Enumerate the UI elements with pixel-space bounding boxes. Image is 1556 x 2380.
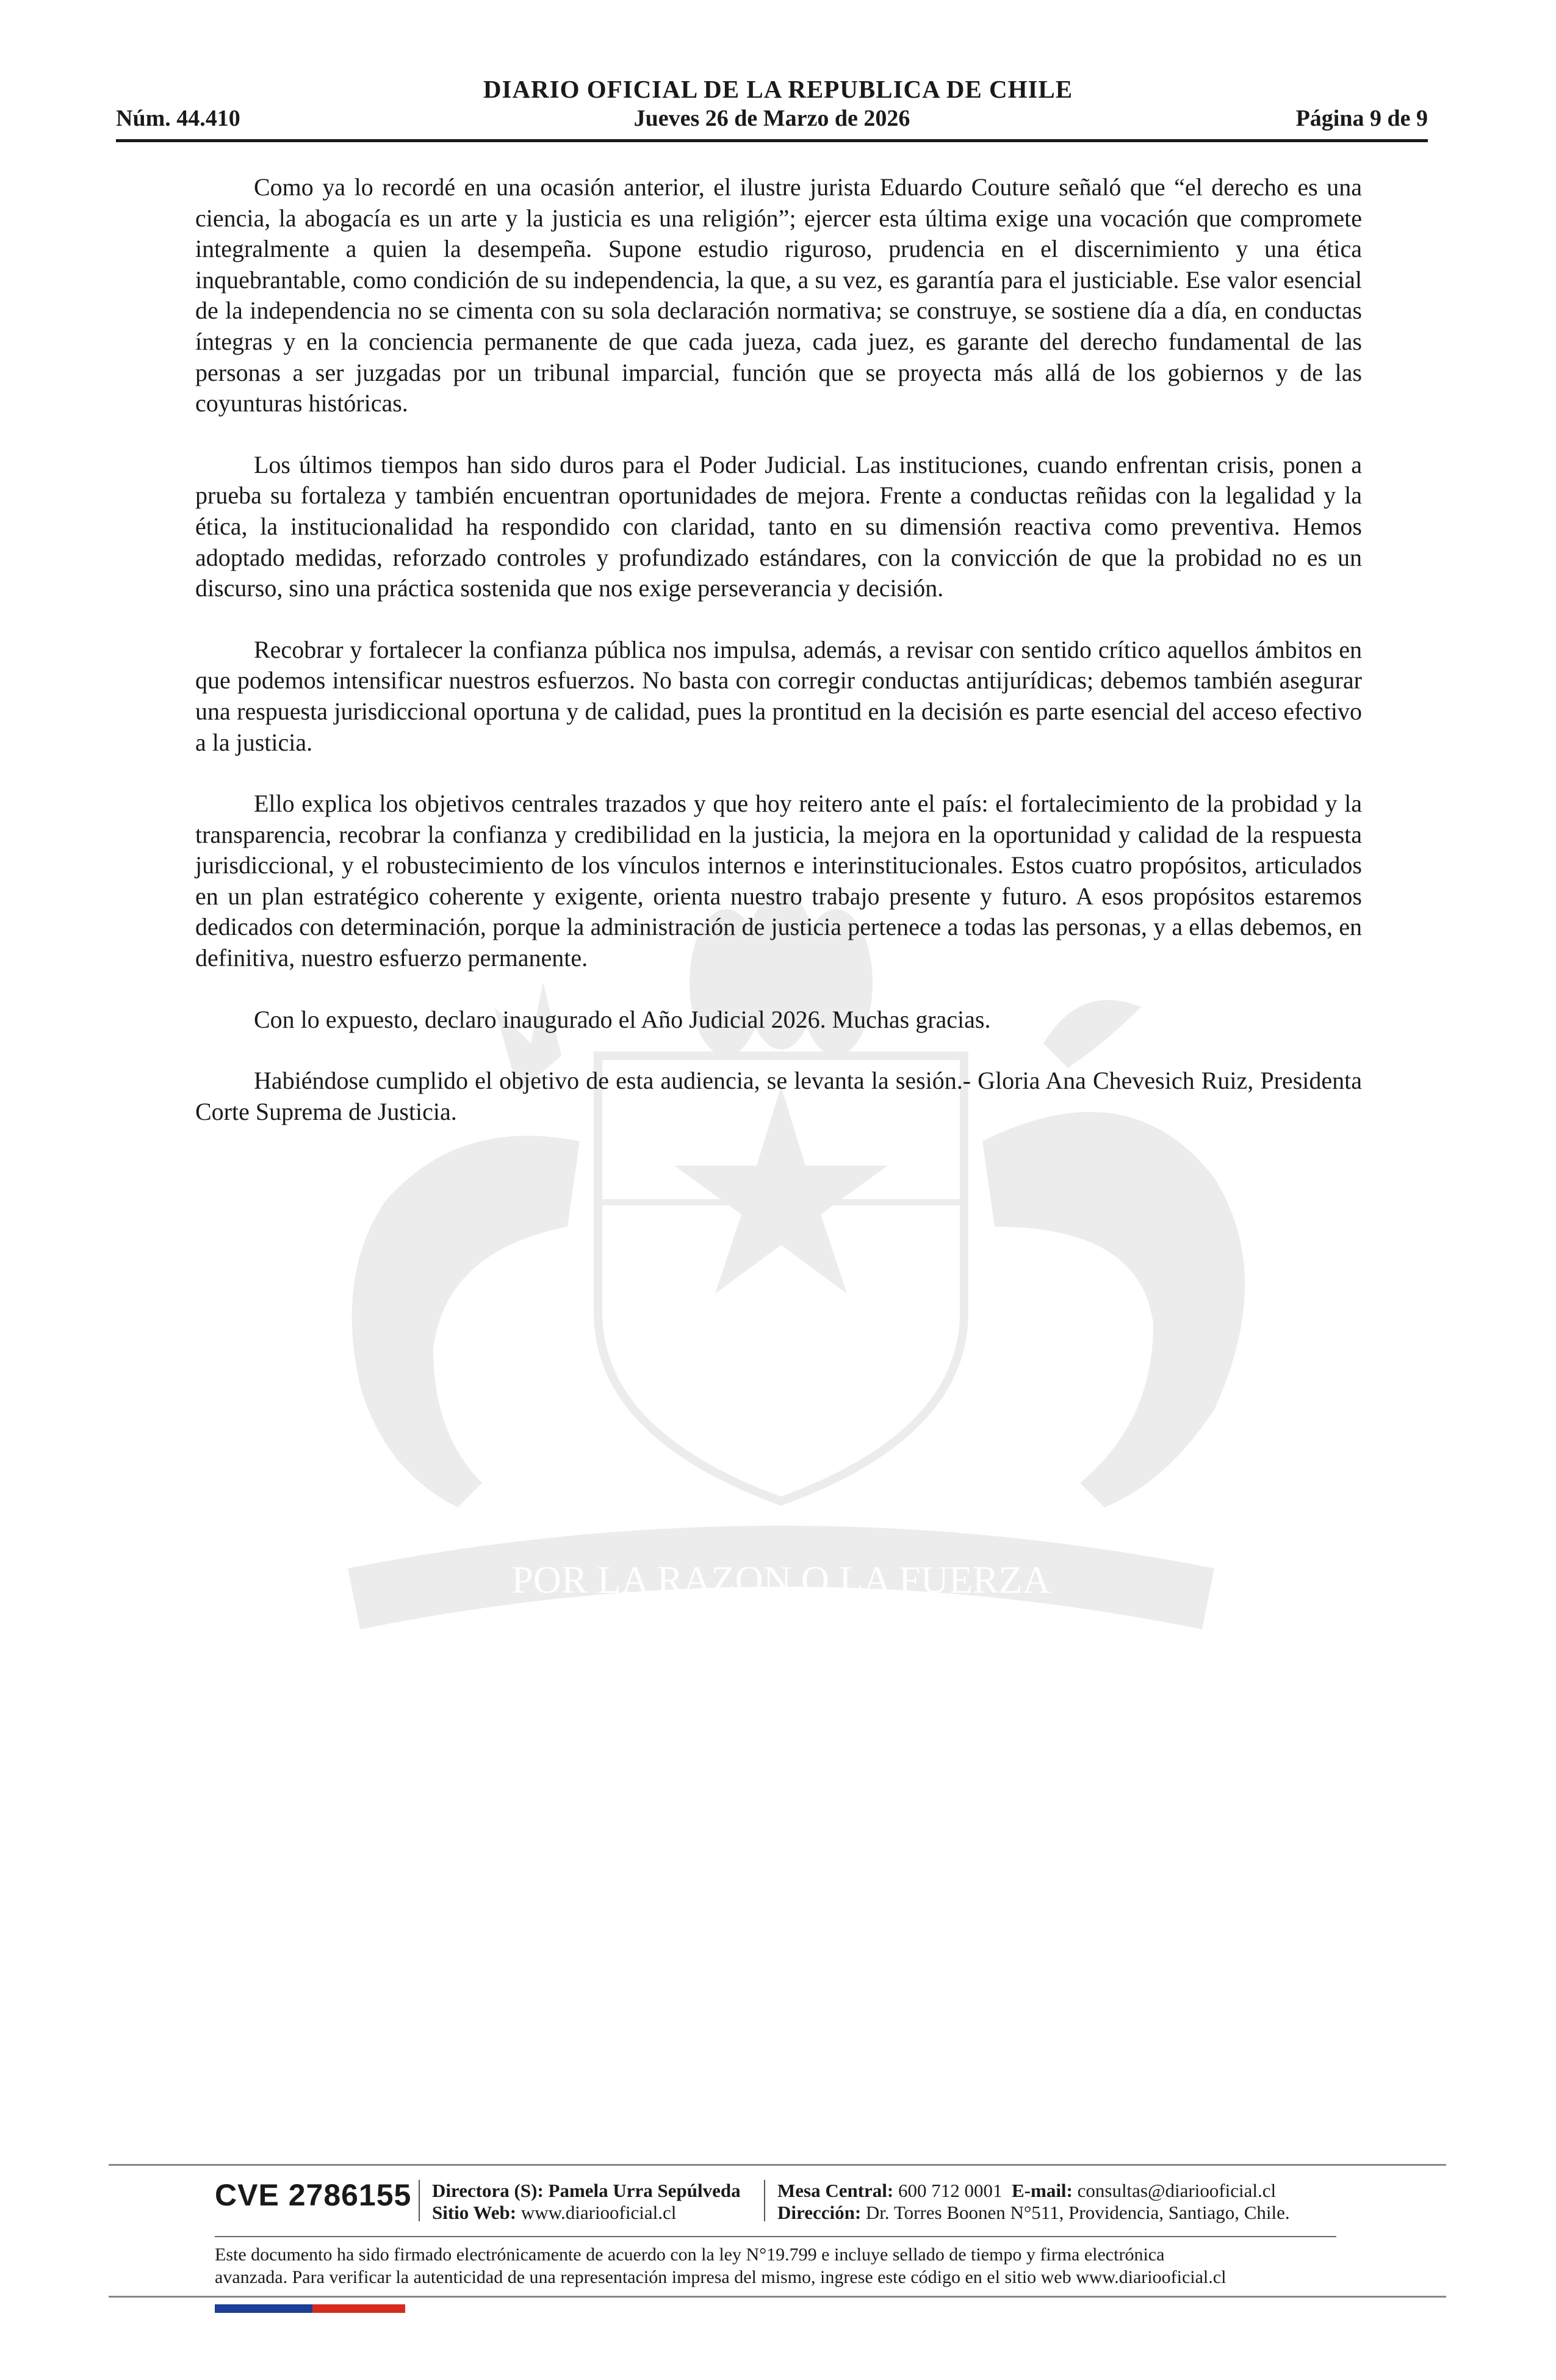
document-body bbox=[195, 172, 1362, 1158]
address-label: Dirección: bbox=[777, 2202, 862, 2223]
footer-contact-block bbox=[777, 2180, 1290, 2224]
website-link[interactable]: www.diariooficial.cl bbox=[520, 2202, 677, 2223]
motto-text: POR LA RAZON O LA FUERZA bbox=[511, 1558, 1051, 1601]
footer-separator bbox=[419, 2180, 420, 2221]
issue-number: Núm. 44.410 bbox=[116, 106, 240, 131]
director-name: Pamela Urra Sepúlveda bbox=[548, 2180, 741, 2201]
issue-date: Jueves 26 de Marzo de 2026 bbox=[633, 106, 910, 131]
phone-label: Mesa Central: bbox=[777, 2180, 894, 2201]
legal-line: avanzada. Para verificar la autenticidad de una representación impresa del mismo, ingrese este código en el sitio web www.diariooficial.cl bbox=[215, 2267, 1226, 2287]
header-row bbox=[116, 105, 1428, 135]
paragraph: Como ya lo recordé en una ocasión anterior, el ilustre jurista Eduardo Couture señaló que “el derecho es una ciencia, la abogacía es un arte y la justicia es una religión”; ejercer esta última exige una vocación que compromete integralmente a quien la desempeña. Supone estudio riguroso, prudencia en el discernimiento y una ética inquebrantable, como condición de su independencia, la que, a su vez, es garantía para el justiciable. Ese valor esencial de la independencia no se cimenta con su sola declaración normativa; se construye, se sostiene día a día, en conductas íntegras y en la conciencia permanente de que cada jueza, cada juez, es garante del derecho fundamental de las personas a ser juzgadas por un tribunal imparcial, función que se proyecta más allá de los gobiernos y de las coyunturas históricas. bbox=[195, 173, 1362, 417]
paragraph: Habiéndose cumplido el objetivo de esta audiencia, se levanta la sesión.- Gloria Ana Chevesich Ruiz, Presidenta Corte Suprema de Justicia. bbox=[195, 1067, 1362, 1125]
legal-line: Este documento ha sido firmado electrónicamente de acuerdo con la ley N°19.799 e incluye sellado de tiempo y firma electrónica bbox=[215, 2245, 1165, 2265]
footer-divider-bottom bbox=[109, 2296, 1446, 2298]
phone-number: 600 712 0001 bbox=[898, 2180, 1003, 2201]
website-label: Sitio Web: bbox=[432, 2202, 517, 2223]
flag-stripe-blue bbox=[215, 2304, 312, 2313]
director-label: Directora (S): bbox=[432, 2180, 544, 2201]
email-link[interactable]: consultas@diariooficial.cl bbox=[1077, 2180, 1277, 2201]
email-label: E-mail: bbox=[1012, 2180, 1073, 2201]
publication-title: DIARIO OFICIAL DE LA REPUBLICA DE CHILE bbox=[483, 75, 1073, 103]
footer-director-block bbox=[432, 2180, 741, 2224]
paragraph: Recobrar y fortalecer la confianza pública nos impulsa, además, a revisar con sentido crítico aquellos ámbitos en que podemos intensificar nuestros esfuerzos. No basta con corregir conductas antijurídicas; debemos también asegurar una respuesta jurisdiccional oportuna y de calidad, pues la prontitud en la decisión es parte esencial del acceso efectivo a la justicia. bbox=[195, 635, 1362, 756]
cve-code: CVE 2786155 bbox=[215, 2178, 412, 2212]
header-divider bbox=[116, 139, 1428, 142]
paragraph: Los últimos tiempos han sido duros para el Poder Judicial. Las instituciones, cuando enfrentan crisis, ponen a prueba su fortaleza y también encuentran oportunidades de mejora. Frente a conductas reñidas con la legalidad y la ética, la institucionalidad ha respondido con claridad, tanto en su dimensión reactiva como preventiva. Hemos adoptado medidas, reforzado controles y profundizado estándares, con la convicción de que la probidad no es un discurso, sino una práctica sostenida que nos exige perseverancia y decisión. bbox=[195, 450, 1362, 602]
footer-divider-inner bbox=[215, 2236, 1336, 2237]
page-indicator: Página 9 de 9 bbox=[1295, 106, 1428, 131]
flag-stripe-red bbox=[312, 2304, 405, 2313]
footer-separator bbox=[764, 2180, 765, 2221]
paragraph: Ello explica los objetivos centrales trazados y que hoy reitero ante el país: el fortalecimiento de la probidad y la transparencia, recobrar la confianza y credibilidad en la justicia, la mejora en la oportunidad y calidad de la respuesta jurisdiccional, y el robustecimiento de los vínculos internos e interinstitucionales. Estos cuatro propósitos, articulados en un plan estratégico coherente y exigente, orienta nuestro trabajo presente y futuro. A esos propósitos estaremos dedicados con determinación, porque la administración de justicia pertenece a todas las personas, y a ellas debemos, en definitiva, nuestro esfuerzo permanente. bbox=[195, 790, 1362, 972]
paragraph: Con lo expuesto, declaro inaugurado el Año Judicial 2026. Muchas gracias. bbox=[254, 1005, 991, 1033]
footer-divider-top bbox=[109, 2164, 1446, 2166]
address-text: Dr. Torres Boonen N°511, Providencia, Santiago, Chile. bbox=[865, 2202, 1290, 2223]
legal-notice bbox=[215, 2243, 1350, 2288]
